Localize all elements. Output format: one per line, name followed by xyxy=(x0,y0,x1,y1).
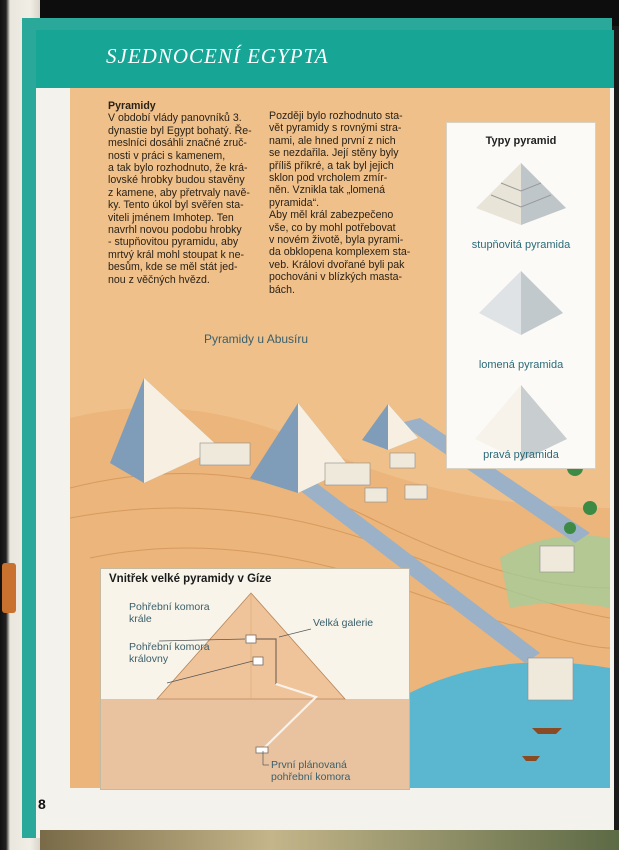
next-page-edge xyxy=(40,830,619,850)
true-pyramid-label: pravá pyramida xyxy=(483,449,559,461)
king-chamber-label: Pohřební komora krále xyxy=(129,601,210,625)
bent-pyramid-icon xyxy=(471,263,571,343)
column-2-text: Později bylo rozhodnuto sta- vět pyramidy s rovnými stra- nami, ale hned první z nich se nezdařila. Její stěny byly příliš příkré, a tak byl jejich sklon pod vrcholem zmír- něn. Vznikla tak „lomená pyramida“. Aby měl král zabezpečeno vše, co by mohl potřebovat v novém životě, byla pyrami- da obklopena komplexem sta- veb. Královi dvořané byli pak pochováni v blízkých masta- bách. xyxy=(269,110,411,296)
grand-gallery-label: Velká galerie xyxy=(313,617,374,629)
step-pyramid-label: stupňovitá pyramida xyxy=(471,239,571,251)
bent-pyramid-label: lomená pyramida xyxy=(478,359,564,371)
section-heading: Pyramidy xyxy=(108,100,156,112)
step-pyramid-icon xyxy=(471,153,571,231)
first-chamber-label: První plánovaná pohřební komora xyxy=(271,759,351,783)
adjacent-page-figure xyxy=(2,563,16,613)
giza-inset xyxy=(100,568,410,790)
pyramid-types-title: Typy pyramid xyxy=(485,135,557,147)
inset-title: Vnitřek velké pyramidy v Gíze xyxy=(109,573,272,585)
page-header xyxy=(36,30,614,88)
text-column-1 xyxy=(108,100,286,286)
queen-chamber-label: Pohřební komora královny xyxy=(129,641,210,665)
book-page xyxy=(36,30,614,838)
column-1-text: V období vlády panovníků 3. dynastie byl Egypt bohatý. Ře- meslníci dosáhli značné zruč- nosti v práci s kamenem, a tak bylo rozhodnuto, že krá- lovské hrobky budou stavěny z kamene, aby přetrvaly navě- ky. Tento úkol byl svěřen sta- viteli jménem Imhotep. Ten navrhl novou podobu hrobky - stupňovitou pyramidu, aby mrtvý král mohl stoupat k ne- besům, kde se měl stát jed- nou z věčných hvězd. xyxy=(108,112,252,286)
page-title: SJEDNOCENÍ EGYPTA xyxy=(106,44,329,68)
abusir-label: Pyramidy u Abusíru xyxy=(204,332,309,346)
page-number: 8 xyxy=(38,796,46,812)
pyramid-types-panel xyxy=(446,122,596,469)
